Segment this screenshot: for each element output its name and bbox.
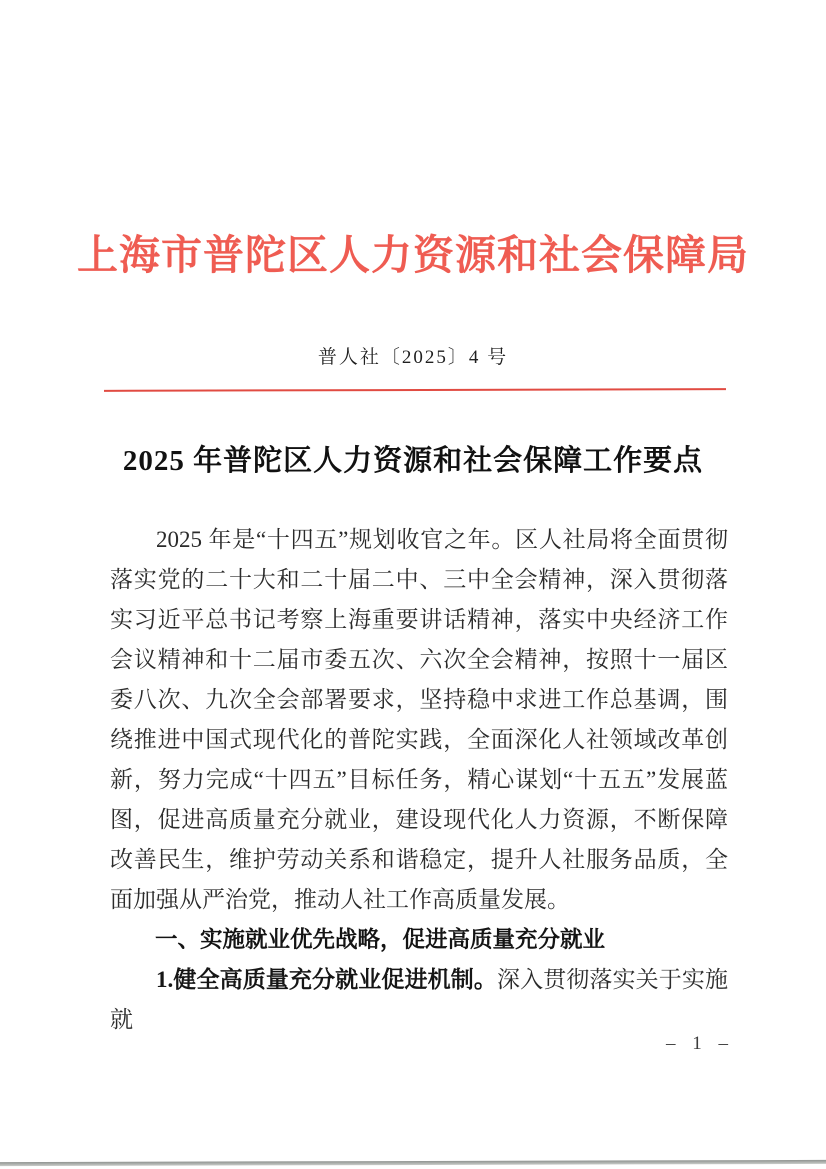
agency-letterhead: 上海市普陀区人力资源和社会保障局 — [77, 232, 749, 278]
intro-paragraph: 2025 年是“十四五”规划收官之年。区人社局将全面贯彻落实党的二十大和二十届二中、三中全会精神，深入贯彻落实习近平总书记考察上海重要讲话精神，落实中央经济工作会议精神和十二届市委五次、六次全会精神，按照十一届区委八次、九次全会部署要求，坚持稳中求进工作总基调，围绕推进中国式现代化的普陀实践，全面深化人社领域改革创新，努力完成“十四五”目标任务，精心谋划“十五五”发展蓝图，促进高质量充分就业，建设现代化人力资源，不断保障改善民生，维护劳动关系和谐稳定，提升人社服务品质，全面加强从严治党，推动人社工作高质量发展。 — [110, 527, 728, 912]
scan-edge-artifact — [0, 1160, 826, 1166]
item-1-lead: 1.健全高质量充分就业促进机制。 — [156, 967, 497, 992]
document-title: 2025 年普陀区人力资源和社会保障工作要点 — [122, 445, 704, 477]
document-number: 普人社〔2025〕4 号 — [317, 347, 509, 368]
section-1-item-1 — [110, 960, 728, 1040]
item-1-text: 深入贯彻落实关于实施就 — [110, 967, 729, 1032]
page-number: – 1 – — [666, 1033, 734, 1054]
document-body — [110, 520, 728, 1040]
red-divider-line — [104, 388, 726, 392]
section-1-heading: 一、实施就业优先战略，促进高质量充分就业 — [155, 927, 606, 952]
